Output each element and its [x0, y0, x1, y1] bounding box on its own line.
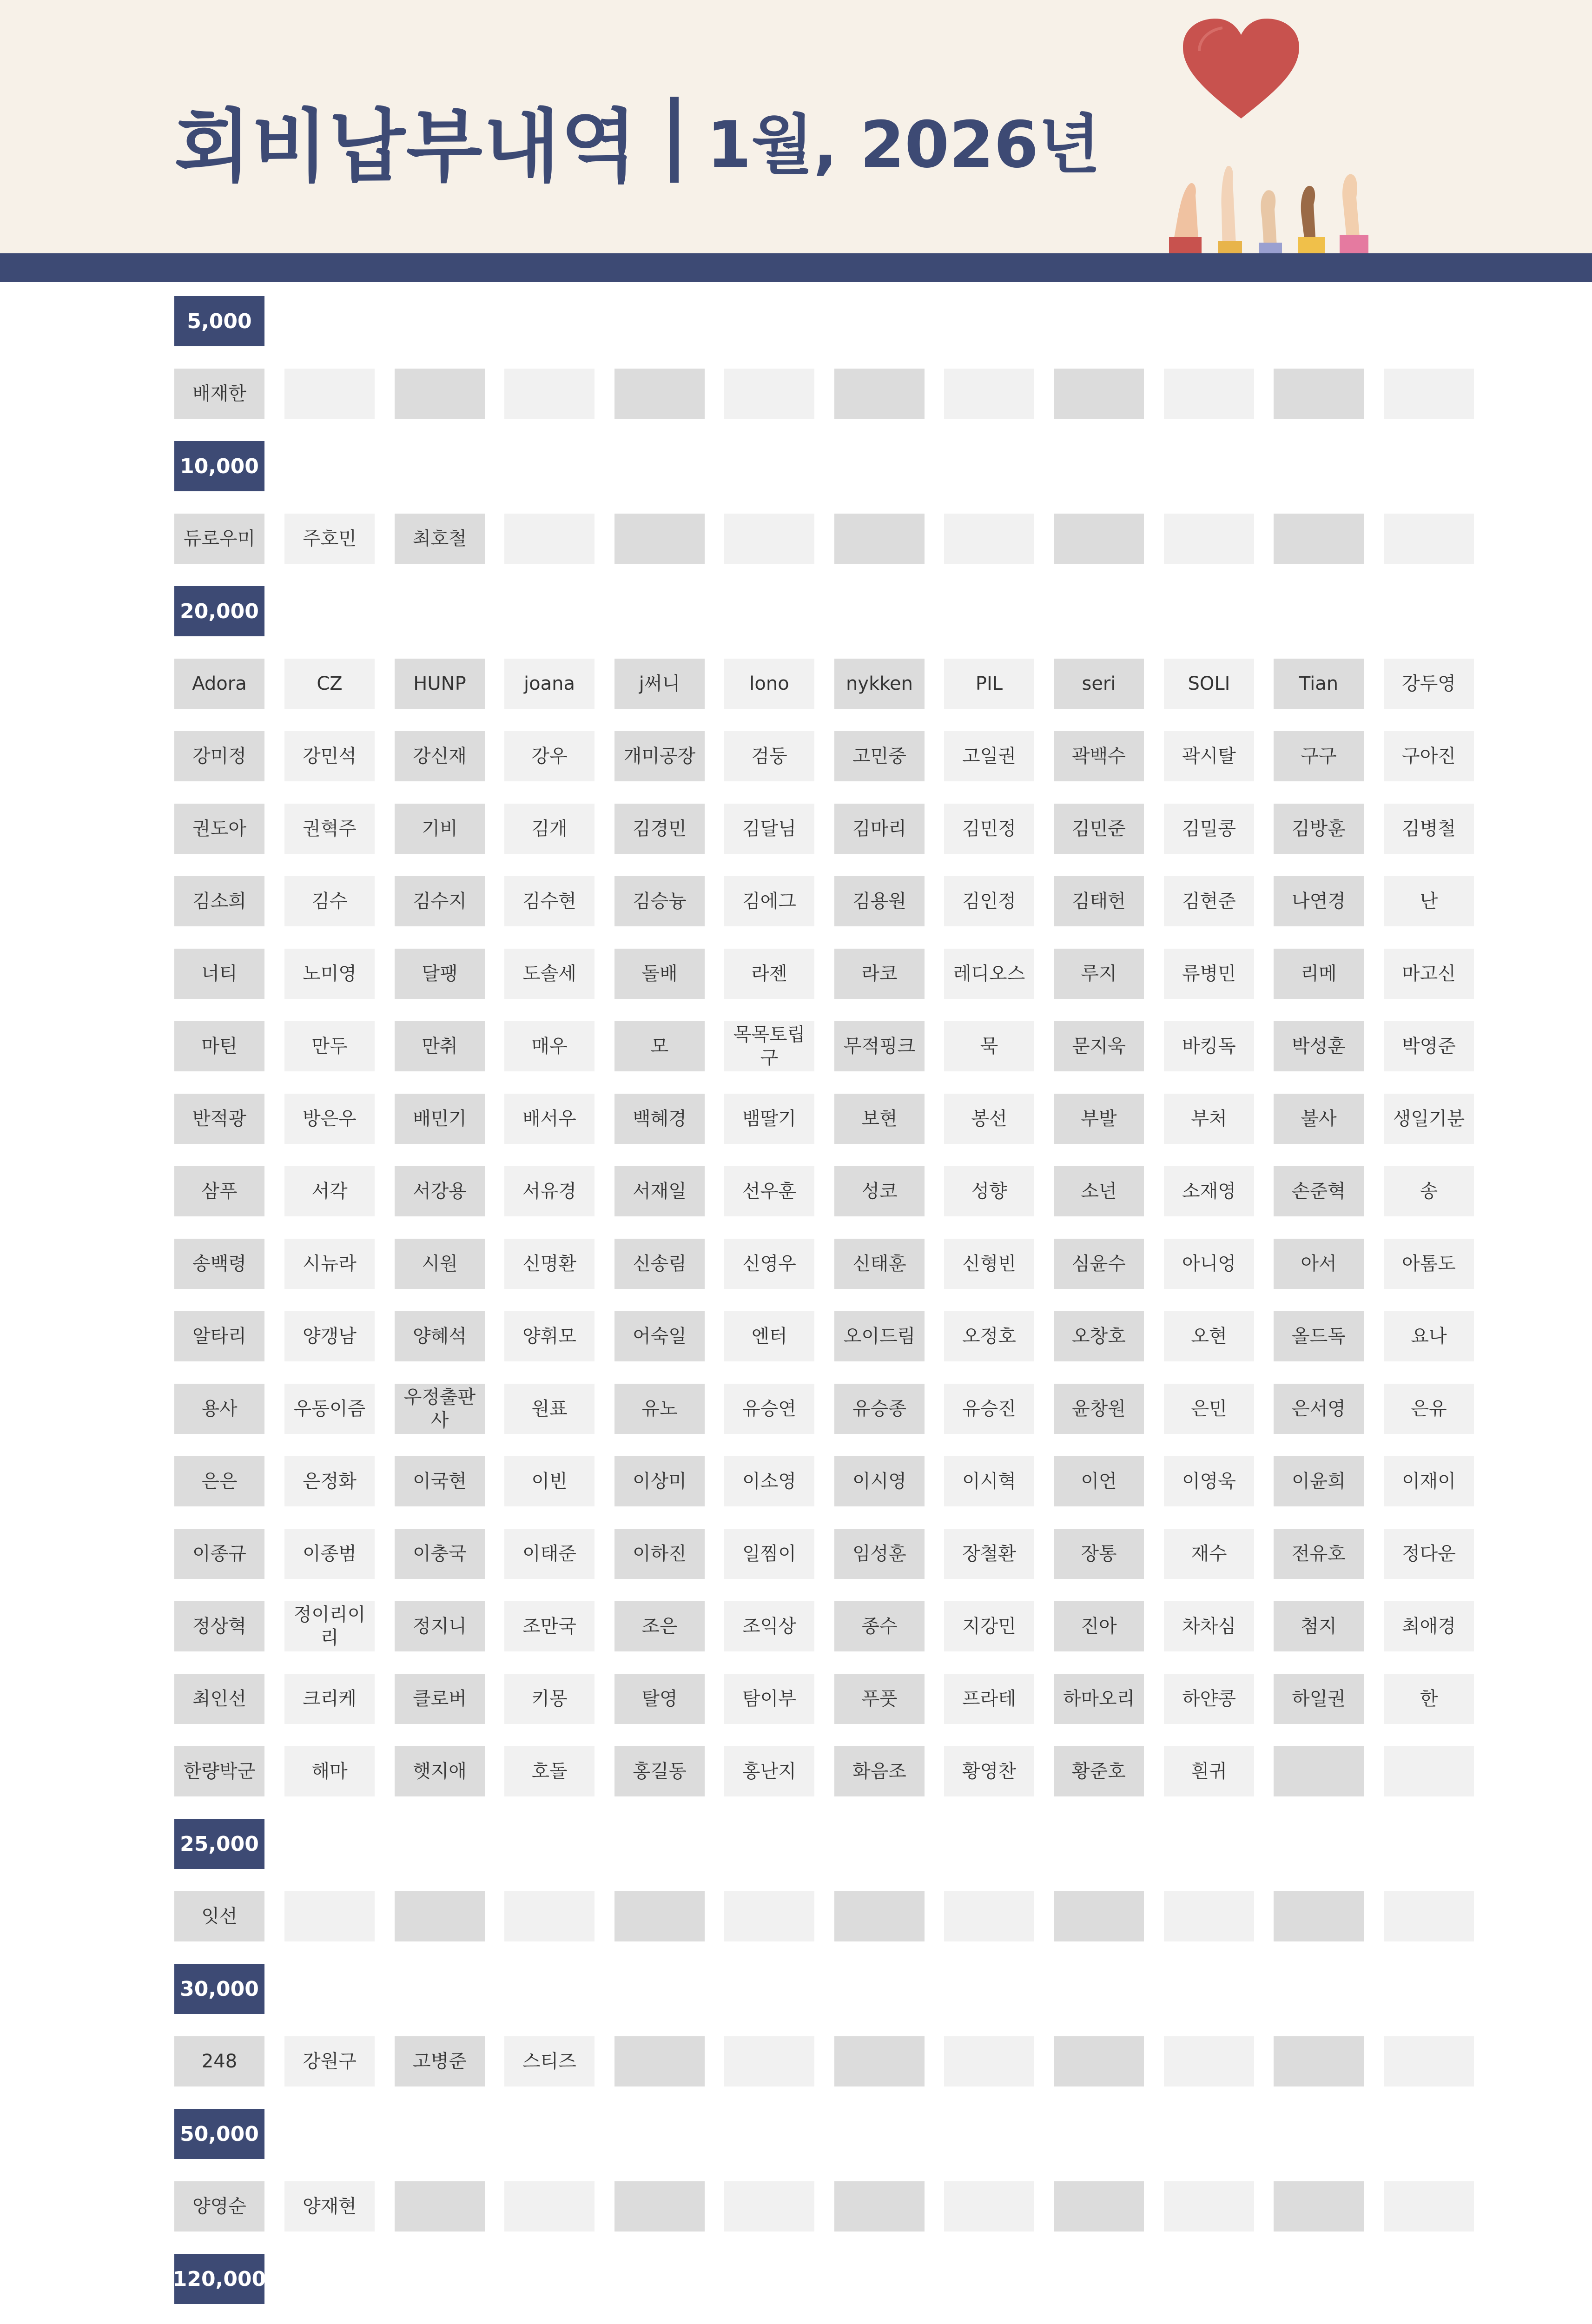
member-name-cell: 정지니 [395, 1601, 485, 1651]
member-name-cell: 유승연 [724, 1384, 814, 1434]
empty-cell [1054, 2036, 1144, 2086]
member-name-cell: 화음조 [834, 1746, 925, 1796]
member-name-cell: 마고신 [1384, 949, 1474, 999]
member-name-cell: 이시영 [834, 1456, 925, 1506]
empty-cell [944, 1891, 1034, 1941]
empty-cell [614, 514, 705, 564]
empty-cell [834, 1891, 925, 1941]
empty-cell [614, 1891, 705, 1941]
member-name-cell: 한량박군 [174, 1746, 264, 1796]
member-name-cell: 서각 [284, 1166, 375, 1216]
member-name-cell: 유승진 [944, 1384, 1034, 1434]
name-row [0, 1746, 1592, 1819]
tier-heading [0, 441, 1592, 514]
member-name-cell: 배서우 [504, 1094, 595, 1144]
name-row [0, 731, 1592, 804]
member-name-cell: 정상혁 [174, 1601, 264, 1651]
member-name-cell: 김밀콩 [1164, 804, 1254, 854]
name-row [0, 1021, 1592, 1094]
member-name-cell: 진아 [1054, 1601, 1144, 1651]
member-name-cell: 248 [174, 2036, 264, 2086]
member-name-cell: 황준호 [1054, 1746, 1144, 1796]
member-name-cell: nykken [834, 659, 925, 709]
title-block [174, 88, 1101, 191]
member-name-cell: 은민 [1164, 1384, 1254, 1434]
member-name-cell: 이하진 [614, 1529, 705, 1579]
member-name-cell: 만두 [284, 1021, 375, 1071]
member-name-cell: 김개 [504, 804, 595, 854]
title-divider [670, 97, 679, 183]
empty-cell [614, 369, 705, 419]
member-name-cell: 목목토립구 [724, 1021, 814, 1071]
member-name-cell: 신영우 [724, 1239, 814, 1289]
page-title: 회비납부내역 [174, 100, 638, 193]
empty-cell [1054, 369, 1144, 419]
empty-cell [284, 369, 375, 419]
member-name-cell: 부발 [1054, 1094, 1144, 1144]
page-header [0, 0, 1592, 253]
empty-cell [504, 514, 595, 564]
member-name-cell: 배민기 [395, 1094, 485, 1144]
member-name-cell: joana [504, 659, 595, 709]
member-name-cell: 김민정 [944, 804, 1034, 854]
member-name-cell: 김용원 [834, 876, 925, 926]
header-band [0, 253, 1592, 282]
member-name-cell: 양재현 [284, 2181, 375, 2232]
empty-cell [834, 514, 925, 564]
page-date: 1월, 2026년 [707, 107, 1101, 182]
member-name-cell: 권혁주 [284, 804, 375, 854]
empty-cell [944, 2036, 1034, 2086]
member-name-cell: 신송림 [614, 1239, 705, 1289]
member-name-cell: 묵 [944, 1021, 1034, 1071]
member-name-cell: 송백령 [174, 1239, 264, 1289]
member-name-cell: 너티 [174, 949, 264, 999]
member-name-cell: 정이리이리 [284, 1601, 375, 1651]
member-name-cell: 반적광 [174, 1094, 264, 1144]
member-name-cell: 서유경 [504, 1166, 595, 1216]
empty-cell [1054, 514, 1144, 564]
member-name-cell: 최호철 [395, 514, 485, 564]
member-name-cell: lono [724, 659, 814, 709]
name-row [0, 2036, 1592, 2109]
member-name-cell: 이영욱 [1164, 1456, 1254, 1506]
member-name-cell: 은서영 [1274, 1384, 1364, 1434]
member-name-cell: 서강용 [395, 1166, 485, 1216]
empty-cell [944, 514, 1034, 564]
heart-hands-illustration [1153, 19, 1506, 253]
name-row [0, 1384, 1592, 1456]
member-name-cell: 박성훈 [1274, 1021, 1364, 1071]
member-name-cell: 방은우 [284, 1094, 375, 1144]
member-name-cell: 문지욱 [1054, 1021, 1144, 1071]
member-name-cell: 강민석 [284, 731, 375, 781]
empty-cell [1164, 369, 1254, 419]
member-name-cell: 하마오리 [1054, 1674, 1144, 1724]
member-name-cell: 황영찬 [944, 1746, 1034, 1796]
member-name-cell: 소넌 [1054, 1166, 1144, 1216]
member-name-cell: 키몽 [504, 1674, 595, 1724]
member-name-cell: seri [1054, 659, 1144, 709]
member-name-cell: 이윤희 [1274, 1456, 1364, 1506]
member-name-cell: 모 [614, 1021, 705, 1071]
member-name-cell: 바킹독 [1164, 1021, 1254, 1071]
member-name-cell: 양갱남 [284, 1311, 375, 1361]
empty-cell [1274, 514, 1364, 564]
empty-cell [834, 2036, 925, 2086]
empty-cell [614, 2181, 705, 2232]
empty-cell [1384, 369, 1474, 419]
name-row [0, 949, 1592, 1021]
name-row [0, 1456, 1592, 1529]
member-name-cell: 햇지애 [395, 1746, 485, 1796]
empty-cell [724, 1891, 814, 1941]
member-name-cell: 시원 [395, 1239, 485, 1289]
member-name-cell: 한 [1384, 1674, 1474, 1724]
member-name-cell: 소재영 [1164, 1166, 1254, 1216]
member-name-cell: 이상미 [614, 1456, 705, 1506]
member-name-cell: 손준혁 [1274, 1166, 1364, 1216]
member-name-cell: 이충국 [395, 1529, 485, 1579]
member-name-cell: 삼푸 [174, 1166, 264, 1216]
name-row [0, 804, 1592, 876]
member-name-cell: 노미영 [284, 949, 375, 999]
member-name-cell: 양영순 [174, 2181, 264, 2232]
name-row [0, 1529, 1592, 1601]
empty-cell [1384, 1746, 1474, 1796]
member-name-cell: 권도아 [174, 804, 264, 854]
member-name-cell: 김현준 [1164, 876, 1254, 926]
heart-icon [1183, 19, 1299, 119]
name-row [0, 1674, 1592, 1746]
member-name-cell: 김인정 [944, 876, 1034, 926]
member-name-cell: 난 [1384, 876, 1474, 926]
empty-cell [944, 369, 1034, 419]
member-name-cell: 라코 [834, 949, 925, 999]
member-name-cell: 요나 [1384, 1311, 1474, 1361]
member-name-cell: 곽백수 [1054, 731, 1144, 781]
member-name-cell: 나연경 [1274, 876, 1364, 926]
tier-heading [0, 2109, 1592, 2181]
member-name-cell: 만취 [395, 1021, 485, 1071]
member-name-cell: 레디오스 [944, 949, 1034, 999]
member-name-cell: 프라테 [944, 1674, 1034, 1724]
empty-cell [504, 2181, 595, 2232]
member-name-cell: 김소희 [174, 876, 264, 926]
empty-cell [724, 2181, 814, 2232]
member-name-cell: 고병준 [395, 2036, 485, 2086]
member-name-cell: 탐이부 [724, 1674, 814, 1724]
member-name-cell: 불사 [1274, 1094, 1364, 1144]
empty-cell [1384, 1891, 1474, 1941]
empty-cell [1274, 2036, 1364, 2086]
empty-cell [1164, 2181, 1254, 2232]
empty-cell [504, 1891, 595, 1941]
member-name-cell: 이종규 [174, 1529, 264, 1579]
member-name-cell: 유승종 [834, 1384, 925, 1434]
member-name-cell: 신명환 [504, 1239, 595, 1289]
tier-heading [0, 1964, 1592, 2036]
member-name-cell: 부처 [1164, 1094, 1254, 1144]
member-name-cell: 봉선 [944, 1094, 1034, 1144]
member-name-cell: 우정출판사 [395, 1384, 485, 1434]
tier-label: 20,000 [174, 586, 264, 636]
member-name-cell: CZ [284, 659, 375, 709]
member-name-cell: 엔터 [724, 1311, 814, 1361]
member-name-cell: 클로버 [395, 1674, 485, 1724]
member-name-cell: 검둥 [724, 731, 814, 781]
member-name-cell: 심윤수 [1054, 1239, 1144, 1289]
member-name-cell: 탈영 [614, 1674, 705, 1724]
tier-label: 25,000 [174, 1819, 264, 1869]
empty-cell [944, 2181, 1034, 2232]
member-name-cell: 도솔세 [504, 949, 595, 999]
member-name-cell: 신형빈 [944, 1239, 1034, 1289]
empty-cell [834, 2181, 925, 2232]
member-name-cell: 오창호 [1054, 1311, 1144, 1361]
member-name-cell: 장철환 [944, 1529, 1034, 1579]
empty-cell [1384, 514, 1474, 564]
member-name-cell: 은정화 [284, 1456, 375, 1506]
name-row [0, 369, 1592, 441]
member-name-cell: 김수지 [395, 876, 485, 926]
member-name-cell: 강원구 [284, 2036, 375, 2086]
member-name-cell: 이종범 [284, 1529, 375, 1579]
member-name-cell: 양휘모 [504, 1311, 595, 1361]
member-name-cell: 서재일 [614, 1166, 705, 1216]
empty-cell [1274, 1891, 1364, 1941]
tier-label: 5,000 [174, 296, 264, 346]
member-name-cell: 전유호 [1274, 1529, 1364, 1579]
member-name-cell: j써니 [614, 659, 705, 709]
member-name-cell: 홍난지 [724, 1746, 814, 1796]
member-name-cell: HUNP [395, 659, 485, 709]
empty-cell [1054, 2181, 1144, 2232]
member-name-cell: 일찜이 [724, 1529, 814, 1579]
member-name-cell: 이국현 [395, 1456, 485, 1506]
member-name-cell: 은은 [174, 1456, 264, 1506]
member-name-cell: 잇선 [174, 1891, 264, 1941]
empty-cell [1054, 1891, 1144, 1941]
tier-label: 120,000 [174, 2254, 264, 2304]
member-name-cell: 김달님 [724, 804, 814, 854]
member-name-cell: 고민중 [834, 731, 925, 781]
member-name-cell: 김태헌 [1054, 876, 1144, 926]
empty-cell [1274, 2181, 1364, 2232]
name-row [0, 659, 1592, 731]
member-name-cell: PIL [944, 659, 1034, 709]
member-name-cell: Adora [174, 659, 264, 709]
empty-cell [1384, 2036, 1474, 2086]
member-name-cell: 곽시탈 [1164, 731, 1254, 781]
member-name-cell: 어숙일 [614, 1311, 705, 1361]
member-name-cell: 김마리 [834, 804, 925, 854]
member-name-cell: 시뉴라 [284, 1239, 375, 1289]
tier-heading [0, 586, 1592, 659]
member-name-cell: SOLI [1164, 659, 1254, 709]
member-name-cell: 백혜경 [614, 1094, 705, 1144]
member-name-cell: 성향 [944, 1166, 1034, 1216]
empty-cell [1164, 2036, 1254, 2086]
member-name-cell: 조익상 [724, 1601, 814, 1651]
member-name-cell: 김경민 [614, 804, 705, 854]
member-name-cell: 주호민 [284, 514, 375, 564]
member-name-cell: 지강민 [944, 1601, 1034, 1651]
member-name-cell: 루지 [1054, 949, 1144, 999]
name-row [0, 1311, 1592, 1384]
member-name-cell: 박영준 [1384, 1021, 1474, 1071]
member-name-cell: 생일기분 [1384, 1094, 1474, 1144]
member-name-cell: 장통 [1054, 1529, 1144, 1579]
member-name-cell: 스티즈 [504, 2036, 595, 2086]
member-name-cell: 김수 [284, 876, 375, 926]
empty-cell [834, 369, 925, 419]
member-name-cell: 재수 [1164, 1529, 1254, 1579]
member-name-cell: 오현 [1164, 1311, 1254, 1361]
member-name-cell: 차차심 [1164, 1601, 1254, 1651]
empty-cell [395, 369, 485, 419]
member-name-cell: 종수 [834, 1601, 925, 1651]
raised-hands-icon [1169, 166, 1368, 253]
tier-heading [0, 2254, 1592, 2324]
name-row [0, 1094, 1592, 1166]
name-row [0, 1601, 1592, 1674]
member-name-cell: 알타리 [174, 1311, 264, 1361]
tier-label: 50,000 [174, 2109, 264, 2159]
member-name-cell: 성코 [834, 1166, 925, 1216]
member-name-cell: 아니엉 [1164, 1239, 1254, 1289]
member-name-cell: 이언 [1054, 1456, 1144, 1506]
name-row [0, 1166, 1592, 1239]
tier-heading [0, 296, 1592, 369]
member-name-cell: 김수현 [504, 876, 595, 926]
name-row [0, 1891, 1592, 1964]
member-name-cell: 이재이 [1384, 1456, 1474, 1506]
empty-cell [724, 369, 814, 419]
member-name-cell: 올드독 [1274, 1311, 1364, 1361]
empty-cell [395, 1891, 485, 1941]
empty-cell [504, 369, 595, 419]
member-name-cell: 오정호 [944, 1311, 1034, 1361]
empty-cell [1164, 514, 1254, 564]
member-name-cell: 이소영 [724, 1456, 814, 1506]
member-name-cell: 무적핑크 [834, 1021, 925, 1071]
member-name-cell: 김병철 [1384, 804, 1474, 854]
member-name-cell: 유노 [614, 1384, 705, 1434]
member-name-cell: 김민준 [1054, 804, 1144, 854]
member-name-cell: 용사 [174, 1384, 264, 1434]
member-name-cell: 돌배 [614, 949, 705, 999]
empty-cell [1164, 1891, 1254, 1941]
member-name-cell: 강두영 [1384, 659, 1474, 709]
member-name-cell: 김방훈 [1274, 804, 1364, 854]
member-name-cell: 기비 [395, 804, 485, 854]
member-name-cell: 윤창원 [1054, 1384, 1144, 1434]
member-name-cell: 개미공장 [614, 731, 705, 781]
tier-heading [0, 1819, 1592, 1891]
member-name-cell: 류병민 [1164, 949, 1254, 999]
name-row [0, 2181, 1592, 2254]
member-name-cell: 조은 [614, 1601, 705, 1651]
member-name-cell: 송 [1384, 1166, 1474, 1216]
member-name-cell: 흰귀 [1164, 1746, 1254, 1796]
member-name-cell: Tian [1274, 659, 1364, 709]
member-name-cell: 리메 [1274, 949, 1364, 999]
member-name-cell: 하얀콩 [1164, 1674, 1254, 1724]
member-name-cell: 이태준 [504, 1529, 595, 1579]
member-name-cell: 호돌 [504, 1746, 595, 1796]
member-name-cell: 최애경 [1384, 1601, 1474, 1651]
tier-label: 10,000 [174, 441, 264, 491]
name-row [0, 514, 1592, 586]
empty-cell [724, 2036, 814, 2086]
empty-cell [1384, 2181, 1474, 2232]
member-name-cell: 김승늉 [614, 876, 705, 926]
member-name-cell: 구아진 [1384, 731, 1474, 781]
member-name-cell: 매우 [504, 1021, 595, 1071]
member-name-cell: 강미정 [174, 731, 264, 781]
member-name-cell: 원표 [504, 1384, 595, 1434]
member-name-cell: 신태훈 [834, 1239, 925, 1289]
empty-cell [1274, 369, 1364, 419]
member-name-cell: 김에그 [724, 876, 814, 926]
member-name-cell: 아톰도 [1384, 1239, 1474, 1289]
empty-cell [1274, 1746, 1364, 1796]
tier-label: 30,000 [174, 1964, 264, 2014]
member-name-cell: 해마 [284, 1746, 375, 1796]
member-name-cell: 푸풋 [834, 1674, 925, 1724]
member-name-cell: 고일권 [944, 731, 1034, 781]
member-name-cell: 오이드림 [834, 1311, 925, 1361]
member-name-cell: 임성훈 [834, 1529, 925, 1579]
member-name-cell: 보현 [834, 1094, 925, 1144]
member-name-cell: 하일권 [1274, 1674, 1364, 1724]
member-name-cell: 선우훈 [724, 1166, 814, 1216]
empty-cell [724, 514, 814, 564]
member-name-cell: 아서 [1274, 1239, 1364, 1289]
empty-cell [395, 2181, 485, 2232]
member-name-cell: 은유 [1384, 1384, 1474, 1434]
member-name-cell: 홍길동 [614, 1746, 705, 1796]
member-name-cell: 달팽 [395, 949, 485, 999]
member-name-cell: 정다운 [1384, 1529, 1474, 1579]
empty-cell [284, 1891, 375, 1941]
name-row [0, 876, 1592, 949]
member-name-cell: 뱀딸기 [724, 1094, 814, 1144]
name-row [0, 1239, 1592, 1311]
member-name-cell: 구구 [1274, 731, 1364, 781]
empty-cell [614, 2036, 705, 2086]
member-name-cell: 최인선 [174, 1674, 264, 1724]
member-name-cell: 강우 [504, 731, 595, 781]
member-name-cell: 양혜석 [395, 1311, 485, 1361]
member-name-cell: 라젠 [724, 949, 814, 999]
member-name-cell: 우동이즘 [284, 1384, 375, 1434]
member-name-cell: 조만국 [504, 1601, 595, 1651]
member-name-cell: 강신재 [395, 731, 485, 781]
member-name-cell: 크리케 [284, 1674, 375, 1724]
member-name-cell: 이시혁 [944, 1456, 1034, 1506]
member-name-cell: 이빈 [504, 1456, 595, 1506]
member-name-cell: 첨지 [1274, 1601, 1364, 1651]
member-name-cell: 마틴 [174, 1021, 264, 1071]
member-name-cell: 듀로우미 [174, 514, 264, 564]
member-name-cell: 배재한 [174, 369, 264, 419]
